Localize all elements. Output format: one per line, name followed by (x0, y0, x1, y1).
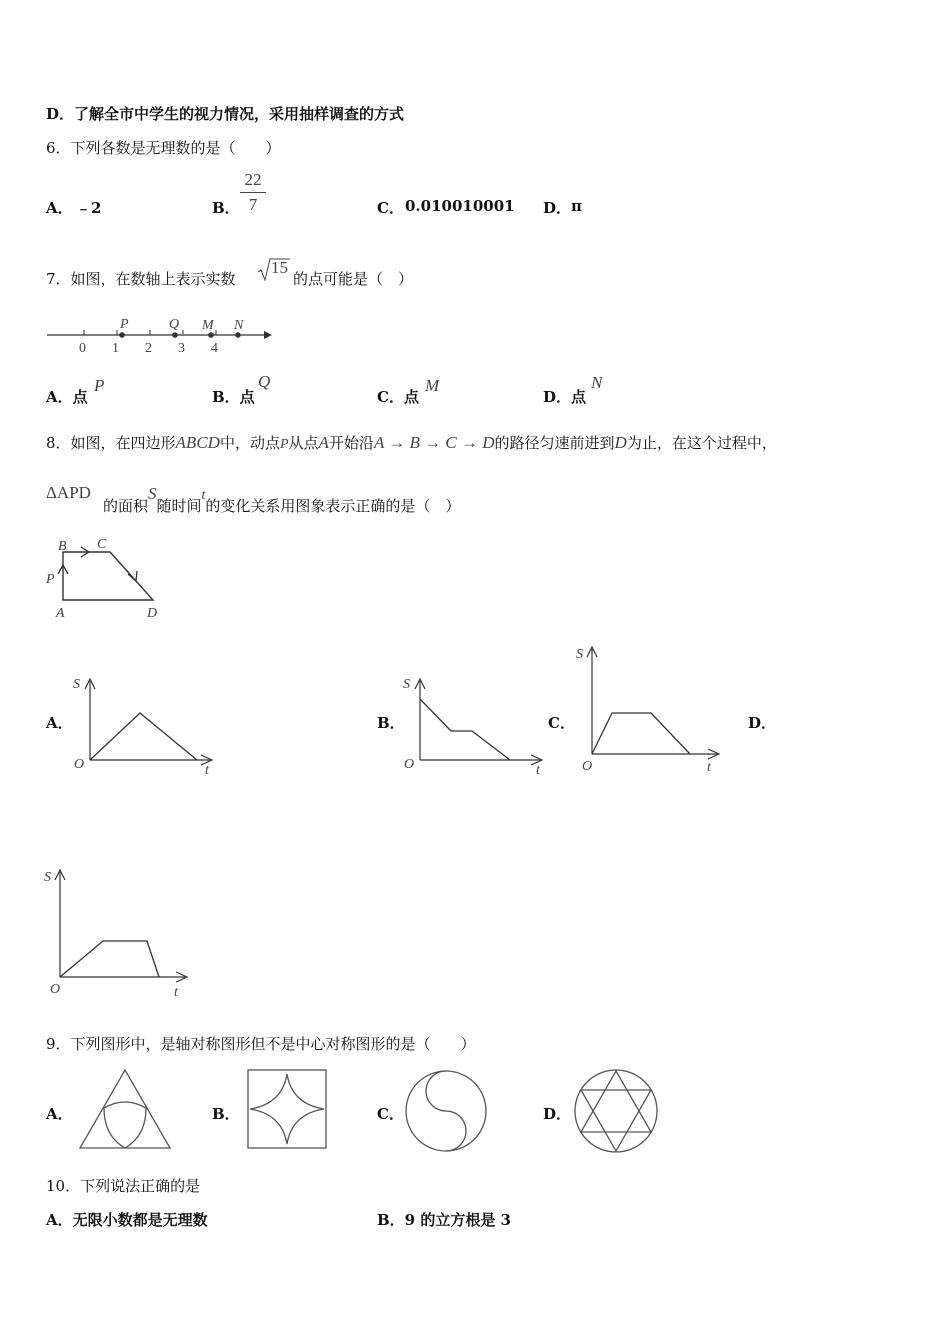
point-label: M (202, 318, 214, 333)
q8-graph-c (572, 643, 727, 773)
graph-curve (60, 941, 159, 977)
yin-yang-icon (404, 1068, 490, 1154)
triangle-arcs-icon (78, 1066, 174, 1152)
vertex-label: A (56, 606, 65, 621)
tick-label: 2 (145, 341, 152, 356)
axis-label-s: S (73, 677, 80, 692)
axis-label-t: t (205, 763, 209, 778)
q7-a-point: P (94, 376, 105, 395)
tick-label: 3 (178, 341, 185, 356)
axis-ticks (84, 330, 216, 335)
axis-label-s: S (403, 677, 410, 692)
vertex-label: C (97, 537, 107, 552)
point-m-dot (208, 332, 214, 338)
tick-label: 4 (211, 341, 218, 356)
square-star-icon (246, 1068, 328, 1150)
q5-option-d: D．了解全市中学生的视力情况，采用抽样调查的方式 (46, 105, 405, 123)
q6-b-fraction (240, 170, 266, 215)
q7-b-point: Q (258, 372, 271, 391)
q8-graph-b (400, 675, 550, 778)
point-n-dot (235, 332, 241, 338)
q6-a-label: A． (46, 199, 73, 217)
q9-b-label: B． (212, 1105, 240, 1123)
q10-stem: 10．下列说法正确的是 (46, 1177, 201, 1195)
number-line-figure (40, 310, 280, 358)
q8-graph-a (70, 675, 220, 778)
axis-label-t: t (174, 985, 178, 1000)
q8-triangle-apd: ΔAPD (46, 483, 91, 502)
vertex-label: P (46, 572, 55, 587)
q8-a-label: A． (46, 714, 73, 732)
fraction-bar (240, 192, 266, 193)
point-label: P (120, 317, 129, 332)
q6-c-value: 0.010010001 (405, 197, 515, 215)
q10-option-a: A．无限小数都是无理数 (46, 1211, 208, 1229)
q7-d-point: N (591, 373, 603, 392)
quadrilateral-figure (40, 532, 180, 624)
tick-label: 1 (112, 341, 119, 356)
q6-b-denominator: 7 (248, 195, 258, 214)
q6-a-value: ﹣2 (76, 199, 102, 217)
q8-d-label: D． (748, 714, 777, 732)
origin-label: O (582, 759, 593, 774)
point-q-dot (172, 332, 178, 338)
arrow-diagonal-icon (128, 571, 137, 581)
q7-b-label: B．点 (212, 388, 255, 406)
arrow-right-icon (264, 331, 272, 339)
point-p-dot (119, 332, 125, 338)
q9-c-label: C． (377, 1105, 404, 1123)
tick-label: 0 (79, 341, 86, 356)
q7-radicand: 15 (271, 258, 288, 277)
q8-c-label: C． (548, 714, 575, 732)
q9-a-label: A． (46, 1105, 73, 1123)
q9-d-label: D． (543, 1105, 572, 1123)
q7-stem-pre: 7．如图，在数轴上表示实数 (46, 270, 236, 288)
q6-b-numerator: 22 (244, 170, 262, 189)
axis-label-s: S (576, 647, 583, 662)
q10-option-b: B．9 的立方根是 3 (377, 1211, 511, 1229)
point-label: Q (169, 317, 180, 332)
q7-d-label: D．点 (543, 388, 587, 406)
q6-b-label: B． (212, 199, 240, 217)
q6-d-value: π (571, 197, 582, 215)
vertex-label: B (58, 539, 67, 554)
point-label: N (234, 318, 244, 333)
q8-graph-d (40, 866, 195, 1000)
origin-label: O (50, 982, 61, 997)
graph-curve (90, 713, 197, 760)
q6-d-label: D． (543, 199, 572, 217)
q6-stem: 6．下列各数是无理数的是（ ） (46, 139, 281, 157)
vertex-label: D (147, 606, 158, 621)
q8-stem-line2: 的面积S随时间t的变化关系用图象表示正确的是（ ） (103, 484, 461, 515)
q7-c-label: C．点 (377, 388, 419, 406)
q9-stem: 9．下列图形中，是轴对称图形但不是中心对称图形的是（ ） (46, 1035, 476, 1053)
q7-a-label: A．点 (46, 388, 88, 406)
axis-label-t: t (707, 760, 711, 775)
origin-label: O (404, 757, 415, 772)
q8-b-label: B． (377, 714, 405, 732)
q8-stem-line1: 8．如图，在四边形ABCD中，动点P从点A开始沿A → B → C → D的路径匀速前进到D为止，在这个过程中， (46, 433, 777, 452)
q7-stem-post: 的点可能是（ ） (293, 270, 414, 288)
graph-curve (420, 699, 510, 760)
axis-label-s: S (44, 870, 51, 885)
axis-label-t: t (536, 763, 540, 778)
q6-c-label: C． (377, 199, 404, 217)
origin-label: O (74, 757, 85, 772)
graph-curve (592, 713, 690, 754)
hexagram-circle-icon (573, 1068, 661, 1156)
q7-c-point: M (425, 376, 440, 395)
